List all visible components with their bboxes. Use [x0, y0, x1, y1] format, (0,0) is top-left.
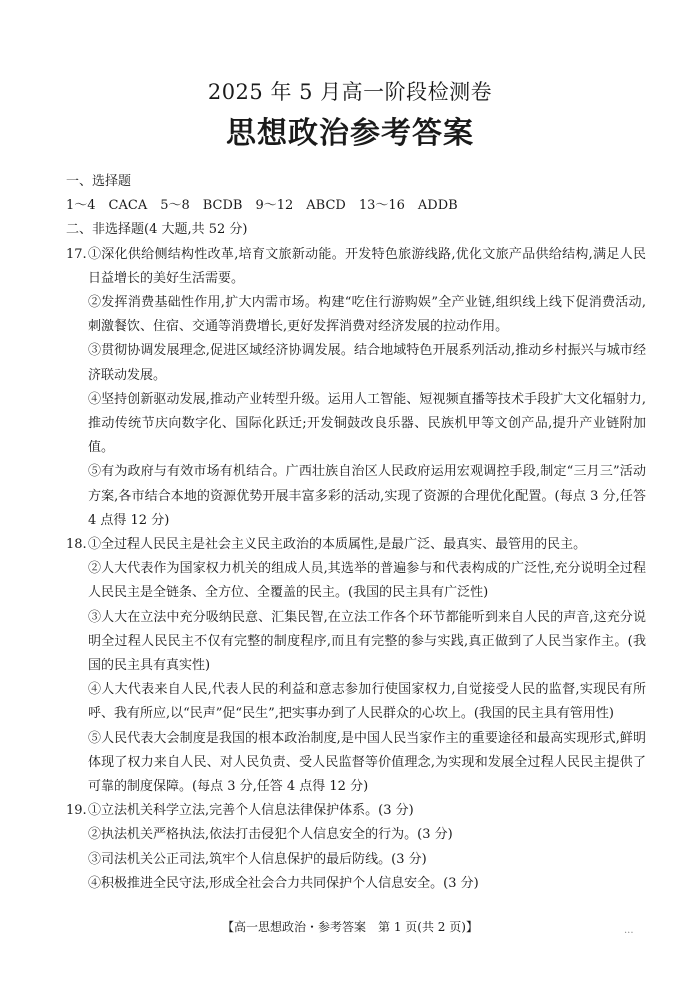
answer-point: ①全过程人民民主是社会主义民主政治的本质属性,是最广泛、最真实、最管用的民主。: [88, 537, 587, 553]
answer-point: ⑤人民代表大会制度是我国的根本政治制度,是中国人民当家作主的重要途径和最高实现形式,鲜明体现了权力来自人民、对人民负责、受人民监督等价值理念,为实现和发展全过程人民民主提供了可靠的制度保障。(每点 3 分,任答 4 点得 12 分): [88, 730, 646, 795]
question-19: [66, 799, 646, 896]
question-number: 17.: [66, 246, 87, 262]
page-footer: 【高一思想政治・参考答案 第 1 页(共 2 页)】: [222, 920, 478, 934]
section-heading-nonchoice: 二、非选择题(4 大题,共 52 分): [66, 222, 248, 238]
answer-point: ⑤有为政府与有效市场有机结合。广西壮族自治区人民政府运用宏观调控手段,制定“三月三”活动方案,各市结合本地的资源优势开展丰富多彩的活动,实现了资源的合理优化配置。(每点 3 分,任答 4 点得 12 分): [88, 464, 646, 528]
question-18: [66, 533, 646, 799]
answer-point: ④人大代表来自人民,代表人民的利益和意志参加行使国家权力,自觉接受人民的监督,实现民有所呼、我有所应,以“民声”促“民生”,把实事办到了人民群众的心坎上。(我国的民主具有管用性): [88, 682, 646, 722]
answer-point: ②人大代表作为国家权力机关的组成人员,其选举的普遍参与和代表构成的广泛性,充分说明全过程人民民主是全链条、全方位、全覆盖的民主。(我国的民主具有广泛性): [88, 561, 646, 601]
answer-point: ②执法机关严格执法,依法打击侵犯个人信息安全的行为。(3 分): [88, 827, 453, 843]
question-17: [66, 243, 646, 533]
section-heading-choice: 一、选择题: [66, 174, 132, 189]
answer-point: ②发挥消费基础性作用,扩大内需市场。构建“吃住行游购娱”全产业链,组织线上线下促消费活动,刺激餐饮、住宿、交通等消费增长,更好发挥消费对经济发展的拉动作用。: [88, 295, 646, 335]
answer-point: ①立法机关科学立法,完善个人信息法律保护体系。(3 分): [88, 803, 414, 819]
answer-point: ④积极推进全民守法,形成全社会合力共同保护个人信息安全。(3 分): [88, 875, 479, 891]
question-number: 19.: [66, 803, 87, 819]
answer-title: 思想政治参考答案: [226, 116, 474, 151]
question-number: 18.: [66, 537, 87, 553]
answer-point: ④坚持创新驱动发展,推动产业转型升级。运用人工智能、短视频直播等技术手段扩大文化辐射力,推动传统节庆向数字化、国际化跃迁;开发铜鼓改良乐器、民族机甲等文创产品,提升产业链附加值。: [88, 391, 646, 456]
choice-answers: 1～4 CACA 5～8 BCDB 9～12 ABCD 13～16 ADDB: [66, 198, 458, 214]
answer-content: [66, 170, 646, 896]
answer-point: ③司法机关公正司法,筑牢个人信息保护的最后防线。(3 分): [88, 851, 427, 867]
exam-title: 2025 年 5 月高一阶段检测卷: [207, 80, 493, 104]
answer-point: ③贯彻协调发展理念,促进区域经济协调发展。结合地域特色开展系列活动,推动乡村振兴与城市经济联动发展。: [88, 343, 646, 383]
answer-point: ①深化供给侧结构性改革,培育文旅新动能。开发特色旅游线路,优化文旅产品供给结构,满足人民日益增长的美好生活需要。: [88, 246, 646, 286]
answer-point: ③人大在立法中充分吸纳民意、汇集民智,在立法工作各个环节都能听到来自人民的声音,这充分说明全过程人民民主不仅有完整的制度程序,而且有完整的参与实践,真正做到了人民当家作主。(我国的民主具有真实性): [88, 609, 646, 674]
corner-mark: ...: [624, 925, 634, 936]
